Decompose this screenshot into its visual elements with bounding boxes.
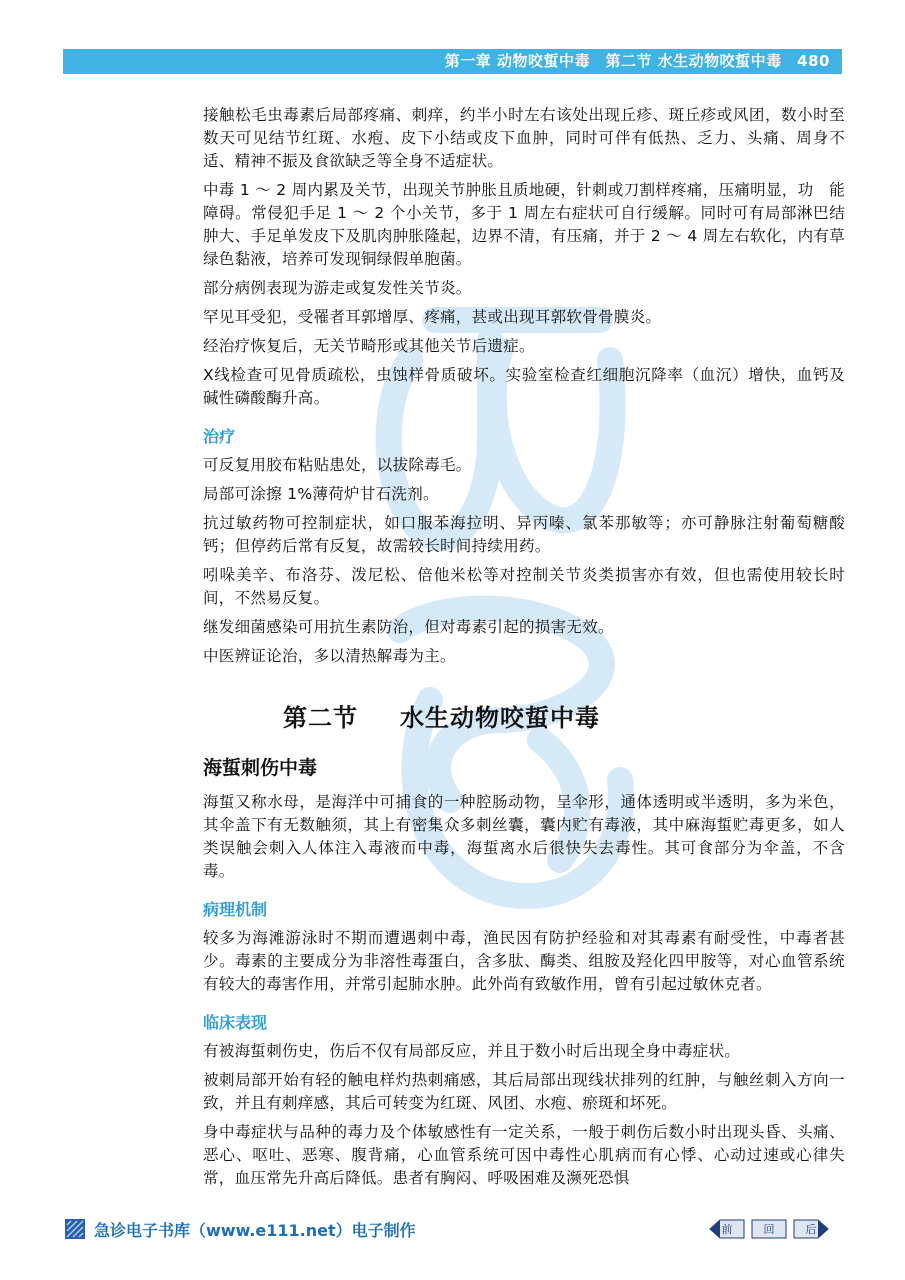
paragraph: X线检查可见骨质疏松，虫蚀样骨质破坏。实验室检查红细胞沉降率（血沉）增快，血钙及碱性磷酸酶升高。 <box>203 366 845 407</box>
prev-label: 前 <box>721 1223 733 1236</box>
paragraph: 中医辨证论治，多以清热解毒为主。 <box>203 647 456 665</box>
paragraph: 身中毒症状与品种的毒力及个体敏感性有一定关系，一般于刺伤后数小时出现头昏、头痛、恶心、呕吐、恶寒、腹背痛，心血管系统可因中毒性心肌病而有心悸、心动过速或心律失常，血压常先升高后降低。患者有胸闷、呼吸困难及濒死恐惧 <box>203 1123 845 1187</box>
section-title <box>283 698 845 733</box>
paragraph: 抗过敏药物可控制症状，如口服苯海拉明、异丙嗪、氯苯那敏等；亦可静脉注射葡萄糖酸钙；但停药后常有反复，故需较长时间持续用药。 <box>203 514 845 555</box>
back-button[interactable] <box>750 1218 788 1240</box>
paragraph: 罕见耳受犯，受罹者耳郭增厚、疼痛，甚或出现耳郭软骨骨膜炎。 <box>203 308 662 326</box>
subheading-mechanism: 病理机制 <box>203 900 268 919</box>
next-page-button[interactable] <box>792 1218 830 1240</box>
section-name: 水生动物咬蜇中毒 <box>400 704 600 732</box>
footer <box>64 1215 416 1243</box>
section-number: 第二节 <box>283 704 358 732</box>
paragraph: 吲哚美辛、布洛芬、泼尼松、倍他米松等对控制关节炎类损害亦有效，但也需使用较长时间，不然易反复。 <box>203 566 845 607</box>
paragraph: 部分病例表现为游走或复发性关节炎。 <box>203 279 472 297</box>
library-logo-icon <box>64 1218 86 1240</box>
header-title: 第一章 动物咬蜇中毒 第二节 水生动物咬蜇中毒 480 <box>444 52 830 70</box>
paragraph: 海蜇又称水母，是海洋中可捕食的一种腔肠动物，呈伞形，通体透明或半透明，多为米色，其伞盖下有无数触须，其上有密集众多刺丝囊，囊内贮有毒液，其中麻海蜇贮毒更多，如人类误触会刺入人体注入毒液而中毒，海蜇离水后很快失去毒性。其可食部分为伞盖，不含毒。 <box>203 793 845 880</box>
paragraph: 经治疗恢复后，无关节畸形或其他关节后遗症。 <box>203 337 535 355</box>
header-bar <box>63 49 842 74</box>
prev-page-button[interactable] <box>708 1218 746 1240</box>
paragraph: 较多为海滩游泳时不期而遭遇刺中毒，渔民因有防护经验和对其毒素有耐受性，中毒者甚少。毒素的主要成分为非溶性毒蛋白，含多肽、酶类、组胺及羟化四甲胺等，对心血管系统有较大的毒害作用，并常引起肺水肿。此外尚有致敏作用，曾有引起过敏休克者。 <box>203 929 845 993</box>
footer-text: 急诊电子书库（www.e111.net）电子制作 <box>94 1220 416 1240</box>
paragraph: 可反复用胶布粘贴患处，以拔除毒毛。 <box>203 456 472 474</box>
paragraph: 接触松毛虫毒素后局部疼痛、刺痒，约半小时左右该处出现丘疹、斑丘疹或风团，数小时至数天可见结节红斑、水疱、皮下小结或皮下血肿，同时可伴有低热、乏力、头痛、周身不适、精神不振及食欲缺乏等全身不适症状。 <box>203 106 845 170</box>
back-label: 回 <box>763 1223 775 1236</box>
page-navigation <box>708 1218 830 1240</box>
paragraph: 中毒 1 ～ 2 周内累及关节，出现关节肿胀且质地硬，针刺或刀割样疼痛，压痛明显，功 能障碍。常侵犯手足 1 ～ 2 个小关节，多于 1 周左右症状可自行缓解。同时可有局部淋巴结 肿大、手足单发皮下及肌肉肿胀隆起，边界不清，有压痛，并于 2 ～ 4 周左右软化，内有草绿色黏液，培养可发现铜绿假单胞菌。 <box>203 181 861 268</box>
paragraph: 有被海蜇刺伤史，伤后不仅有局部反应，并且于数小时后出现全身中毒症状。 <box>203 1042 741 1060</box>
subheading-clinical: 临床表现 <box>203 1013 268 1032</box>
paragraph: 被刺局部开始有轻的触电样灼热刺痛感，其后局部出现线状排列的红肿，与触丝刺入方向一致，并且有刺痒感，其后可转变为红斑、风团、水疱、瘀斑和坏死。 <box>203 1071 845 1112</box>
next-label: 后 <box>805 1223 817 1236</box>
subheading-treatment: 治疗 <box>203 427 236 446</box>
page-content <box>203 76 861 1196</box>
paragraph: 继发细菌感染可用抗生素防治，但对毒素引起的损害无效。 <box>203 618 614 636</box>
topic-title: 海蜇刺伤中毒 <box>203 757 318 779</box>
paragraph: 局部可涂擦 1%薄荷炉甘石洗剂。 <box>203 485 439 503</box>
